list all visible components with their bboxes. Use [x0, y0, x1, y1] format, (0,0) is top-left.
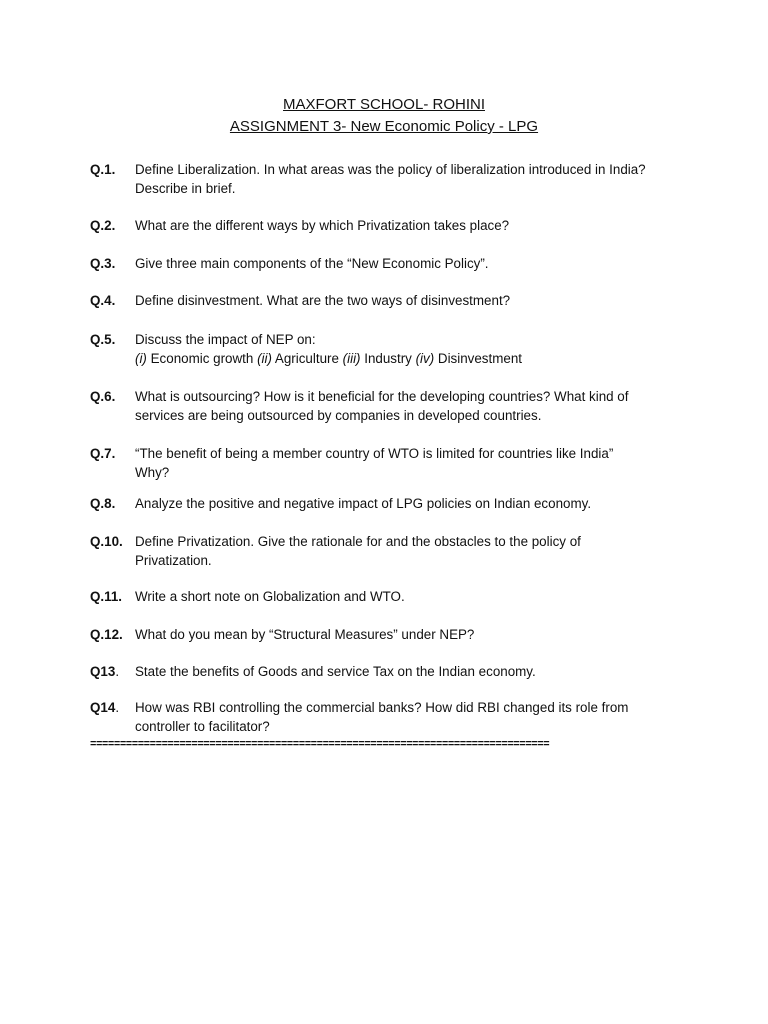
question-line: “The benefit of being a member country of WTO is limited for countries like India”: [135, 446, 614, 461]
subitem-marker: (iv): [415, 351, 435, 366]
subitem-marker: (ii): [257, 351, 272, 366]
question-line: What are the different ways by which Privatization takes place?: [135, 218, 510, 233]
question-line: Define disinvestment. What are the two ways of disinvestment?: [135, 293, 511, 308]
assignment-title: ASSIGNMENT 3- New Economic Policy - LPG: [229, 118, 539, 135]
question-text: [135, 387, 683, 425]
question-line: State the benefits of Goods and service Tax on the Indian economy.: [135, 664, 536, 679]
subitem-text: Industry: [360, 351, 416, 366]
question-line: services are being outsourced by companies in developed countries.: [135, 408, 542, 423]
question-number: Q.2.: [90, 218, 116, 233]
question-number: Q.4.: [90, 293, 116, 308]
question-subitems: [135, 349, 683, 368]
subitem-text: Economic growth: [146, 351, 258, 366]
question-text: [135, 254, 683, 273]
question-text: [135, 587, 683, 606]
question-number: Q.3.: [90, 256, 116, 271]
subitem-marker: (iii): [342, 351, 361, 366]
question-line: Analyze the positive and negative impact of LPG policies on Indian economy.: [135, 496, 592, 511]
question-text: [135, 625, 683, 644]
subitem-marker: (i): [135, 351, 147, 366]
school-title: MAXFORT SCHOOL- ROHINI: [283, 96, 485, 113]
question-line: How was RBI controlling the commercial banks? How did RBI changed its role from: [135, 700, 629, 715]
question-number: Q14.: [90, 700, 120, 715]
question-number: Q.11.: [90, 589, 123, 604]
question-text: [135, 291, 683, 310]
question-text: [135, 698, 683, 736]
question-number: Q.12.: [90, 627, 123, 642]
question-text: [135, 216, 683, 235]
question-line: controller to facilitator?: [135, 719, 270, 734]
question-line: Privatization.: [135, 553, 212, 568]
question-text: [135, 444, 683, 482]
subitem-text: Disinvestment: [434, 351, 522, 366]
question-number: Q.10.: [90, 534, 123, 549]
question-line: Define Privatization. Give the rationale for and the obstacles to the policy of: [135, 534, 581, 549]
question-number: Q13.: [90, 664, 120, 679]
question-line: Write a short note on Globalization and WTO.: [135, 589, 405, 604]
footer-rule: =============================================================================: [90, 739, 550, 751]
question-number: Q.6.: [90, 389, 116, 404]
question-number: Q.1.: [90, 162, 116, 177]
question-text: [135, 330, 683, 368]
question-line: Discuss the impact of NEP on:: [135, 332, 316, 347]
question-line: Define Liberalization. In what areas was the policy of liberalization introduced in India?: [135, 162, 646, 177]
question-number: Q.7.: [90, 446, 116, 461]
question-number: Q.8.: [90, 496, 116, 511]
question-line: Give three main components of the “New Economic Policy”.: [135, 256, 489, 271]
question-text: [135, 160, 683, 198]
question-line: What do you mean by “Structural Measures” under NEP?: [135, 627, 475, 642]
question-text: [135, 532, 683, 570]
question-text: [135, 494, 683, 513]
question-line: Why?: [135, 465, 170, 480]
question-line: Describe in brief.: [135, 181, 236, 196]
subitem-text: Agriculture: [271, 351, 343, 366]
question-text: [135, 662, 683, 681]
question-number: Q.5.: [90, 332, 116, 347]
question-line: What is outsourcing? How is it beneficial for the developing countries? What kind of: [135, 389, 629, 404]
